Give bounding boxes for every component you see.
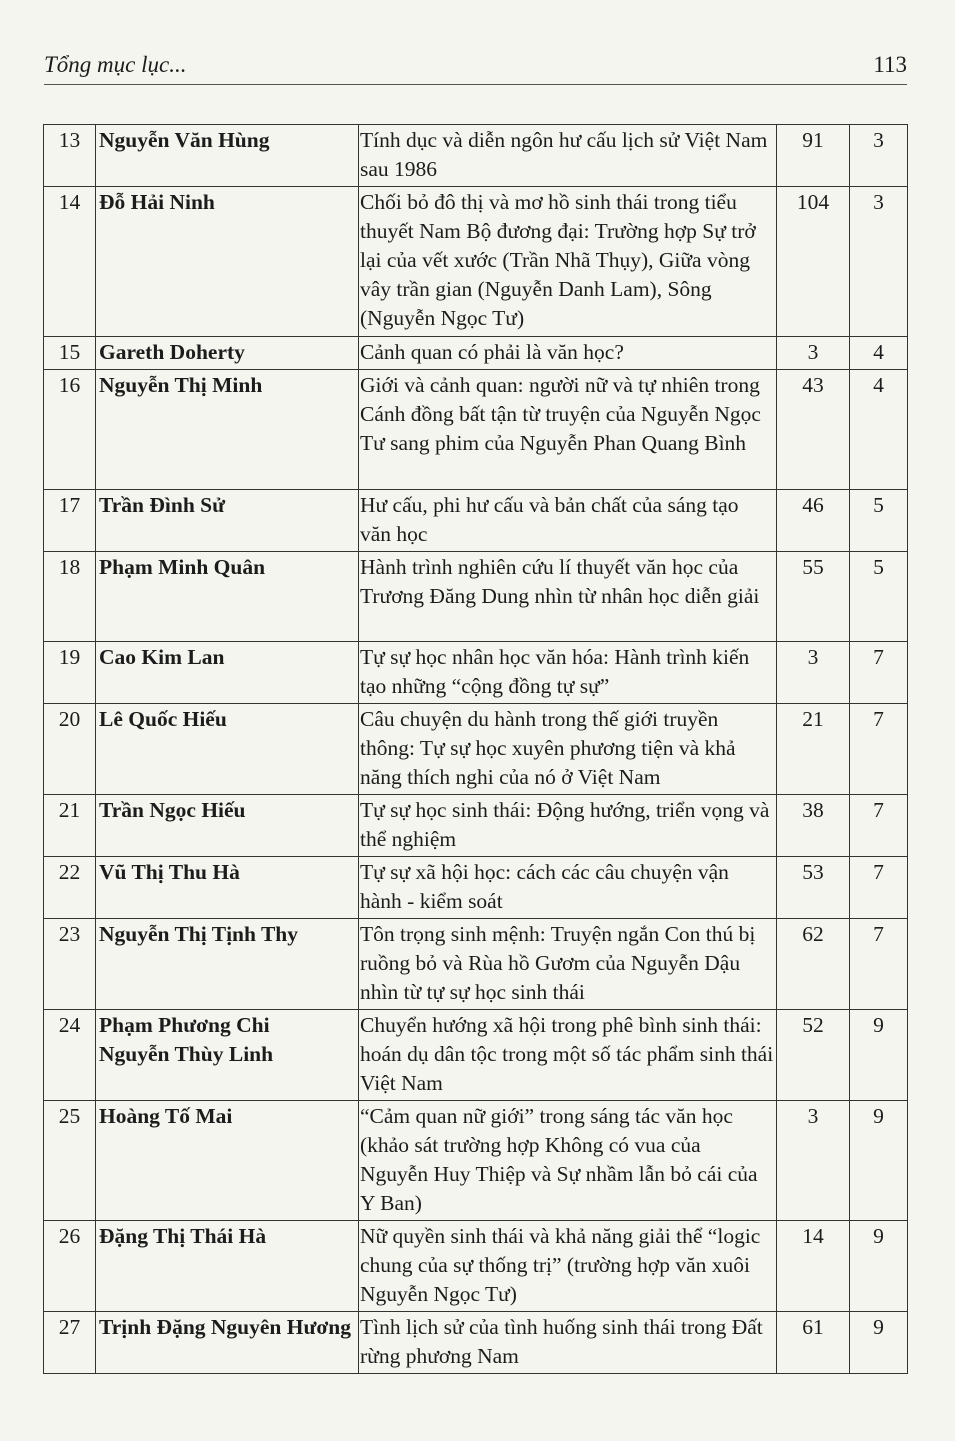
table-row [44, 1101, 908, 1221]
entry-issue: 7 [850, 857, 908, 919]
table-row [44, 552, 908, 642]
author-name: Phạm Minh Quân [99, 555, 266, 579]
entry-number: 13 [44, 125, 96, 187]
author-name: Cao Kim Lan [99, 645, 225, 669]
entry-issue: 5 [850, 490, 908, 552]
entry-page: 62 [777, 919, 850, 1010]
author-name: Lê Quốc Hiếu [99, 707, 227, 731]
entry-authors [96, 490, 359, 552]
entry-authors [96, 370, 359, 490]
entry-issue: 4 [850, 370, 908, 490]
entry-issue: 3 [850, 187, 908, 337]
entry-title: “Cảm quan nữ giới” trong sáng tác văn học (khảo sát trường hợp Không có vua của Nguyễn Huy Thiệp và Sự nhầm lẫn bỏ cái của Y Ban) [359, 1101, 777, 1221]
entry-number: 14 [44, 187, 96, 337]
table-row [44, 1010, 908, 1101]
author-name: Đặng Thị Thái Hà [99, 1224, 267, 1248]
author-name: Nguyễn Thùy Linh [99, 1042, 274, 1066]
entry-issue: 9 [850, 1221, 908, 1312]
entry-authors [96, 1101, 359, 1221]
entry-issue: 9 [850, 1010, 908, 1101]
entry-page: 3 [777, 1101, 850, 1221]
entry-number: 22 [44, 857, 96, 919]
author-name: Nguyễn Thị Minh [99, 373, 263, 397]
table-row [44, 919, 908, 1010]
entry-page: 104 [777, 187, 850, 337]
table-row [44, 704, 908, 795]
table-row [44, 337, 908, 370]
entry-number: 25 [44, 1101, 96, 1221]
entry-title: Hư cấu, phi hư cấu và bản chất của sáng tạo văn học [359, 490, 777, 552]
entry-authors [96, 795, 359, 857]
author-name: Trần Đình Sử [99, 493, 226, 517]
entry-issue: 5 [850, 552, 908, 642]
table-row [44, 1221, 908, 1312]
entry-page: 38 [777, 795, 850, 857]
entry-page: 53 [777, 857, 850, 919]
author-name: Trịnh Đặng Nguyên Hương [99, 1315, 352, 1339]
entry-number: 24 [44, 1010, 96, 1101]
page-number: 113 [873, 52, 907, 77]
entry-page: 3 [777, 642, 850, 704]
author-name: Đỗ Hải Ninh [99, 190, 215, 214]
author-name: Gareth Doherty [99, 340, 245, 364]
entry-page: 14 [777, 1221, 850, 1312]
entry-issue: 9 [850, 1101, 908, 1221]
entry-title: Tình lịch sử của tình huống sinh thái trong Đất rừng phương Nam [359, 1312, 777, 1374]
entry-title: Tôn trọng sinh mệnh: Truyện ngắn Con thú bị ruồng bỏ và Rùa hồ Gươm của Nguyễn Dậu nhìn từ tự sự học sinh thái [359, 919, 777, 1010]
entry-authors [96, 1010, 359, 1101]
entry-title: Cảnh quan có phải là văn học? [359, 337, 777, 370]
entry-number: 16 [44, 370, 96, 490]
entry-title: Tự sự học nhân học văn hóa: Hành trình kiến tạo những “cộng đồng tự sự” [359, 642, 777, 704]
table-row [44, 370, 908, 490]
entry-number: 18 [44, 552, 96, 642]
entry-number: 17 [44, 490, 96, 552]
author-name: Nguyễn Văn Hùng [99, 128, 270, 152]
entry-number: 27 [44, 1312, 96, 1374]
entry-title: Câu chuyện du hành trong thế giới truyền thông: Tự sự học xuyên phương tiện và khả năng thích nghi của nó ở Việt Nam [359, 704, 777, 795]
table-row [44, 187, 908, 337]
entry-issue: 9 [850, 1312, 908, 1374]
author-name: Nguyễn Thị Tịnh Thy [99, 922, 298, 946]
running-title: Tổng mục lục... [44, 52, 187, 77]
entry-issue: 4 [850, 337, 908, 370]
entry-authors [96, 552, 359, 642]
entry-issue: 3 [850, 125, 908, 187]
entry-issue: 7 [850, 795, 908, 857]
entry-authors [96, 1312, 359, 1374]
entry-number: 23 [44, 919, 96, 1010]
table-row [44, 1312, 908, 1374]
entry-authors [96, 1221, 359, 1312]
author-name: Vũ Thị Thu Hà [99, 860, 240, 884]
author-name: Phạm Phương Chi [99, 1013, 270, 1037]
entry-authors [96, 125, 359, 187]
entry-title: Tự sự xã hội học: cách các câu chuyện vận hành - kiểm soát [359, 857, 777, 919]
entry-issue: 7 [850, 704, 908, 795]
entry-title: Tự sự học sinh thái: Động hướng, triển vọng và thể nghiệm [359, 795, 777, 857]
entry-authors [96, 337, 359, 370]
entry-title: Chối bỏ đô thị và mơ hồ sinh thái trong tiểu thuyết Nam Bộ đương đại: Trường hợp Sự trở lại của vết xước (Trần Nhã Thụy), Giữa vòng vây trần gian (Nguyễn Danh Lam), Sông (Nguyễn Ngọc Tư) [359, 187, 777, 337]
toc-body [44, 125, 908, 1374]
entry-issue: 7 [850, 919, 908, 1010]
entry-authors [96, 704, 359, 795]
entry-title: Hành trình nghiên cứu lí thuyết văn học của Trương Đăng Dung nhìn từ nhân học diễn giải [359, 552, 777, 642]
entry-number: 21 [44, 795, 96, 857]
entry-issue: 7 [850, 642, 908, 704]
entry-page: 55 [777, 552, 850, 642]
entry-page: 91 [777, 125, 850, 187]
entry-authors [96, 857, 359, 919]
table-row [44, 490, 908, 552]
table-row [44, 125, 908, 187]
entry-title: Chuyển hướng xã hội trong phê bình sinh thái: hoán dụ dân tộc trong một số tác phẩm sinh thái Việt Nam [359, 1010, 777, 1101]
author-name: Trần Ngọc Hiếu [99, 798, 246, 822]
entry-title: Nữ quyền sinh thái và khả năng giải thể “logic chung của sự thống trị” (trường hợp văn xuôi Nguyễn Ngọc Tư) [359, 1221, 777, 1312]
entry-number: 19 [44, 642, 96, 704]
entry-page: 43 [777, 370, 850, 490]
entry-title: Tính dục và diễn ngôn hư cấu lịch sử Việt Nam sau 1986 [359, 125, 777, 187]
entry-number: 26 [44, 1221, 96, 1312]
entry-authors [96, 642, 359, 704]
page-header [44, 48, 907, 85]
table-of-contents [43, 124, 908, 1374]
entry-authors [96, 187, 359, 337]
entry-page: 3 [777, 337, 850, 370]
entry-page: 52 [777, 1010, 850, 1101]
entry-authors [96, 919, 359, 1010]
entry-page: 46 [777, 490, 850, 552]
table-row [44, 795, 908, 857]
table-row [44, 642, 908, 704]
entry-page: 61 [777, 1312, 850, 1374]
table-row [44, 857, 908, 919]
entry-number: 20 [44, 704, 96, 795]
author-name: Hoàng Tố Mai [99, 1104, 233, 1128]
entry-number: 15 [44, 337, 96, 370]
entry-page: 21 [777, 704, 850, 795]
entry-title: Giới và cảnh quan: người nữ và tự nhiên trong Cánh đồng bất tận từ truyện của Nguyễn Ngọc Tư sang phim của Nguyễn Phan Quang Bình [359, 370, 777, 490]
